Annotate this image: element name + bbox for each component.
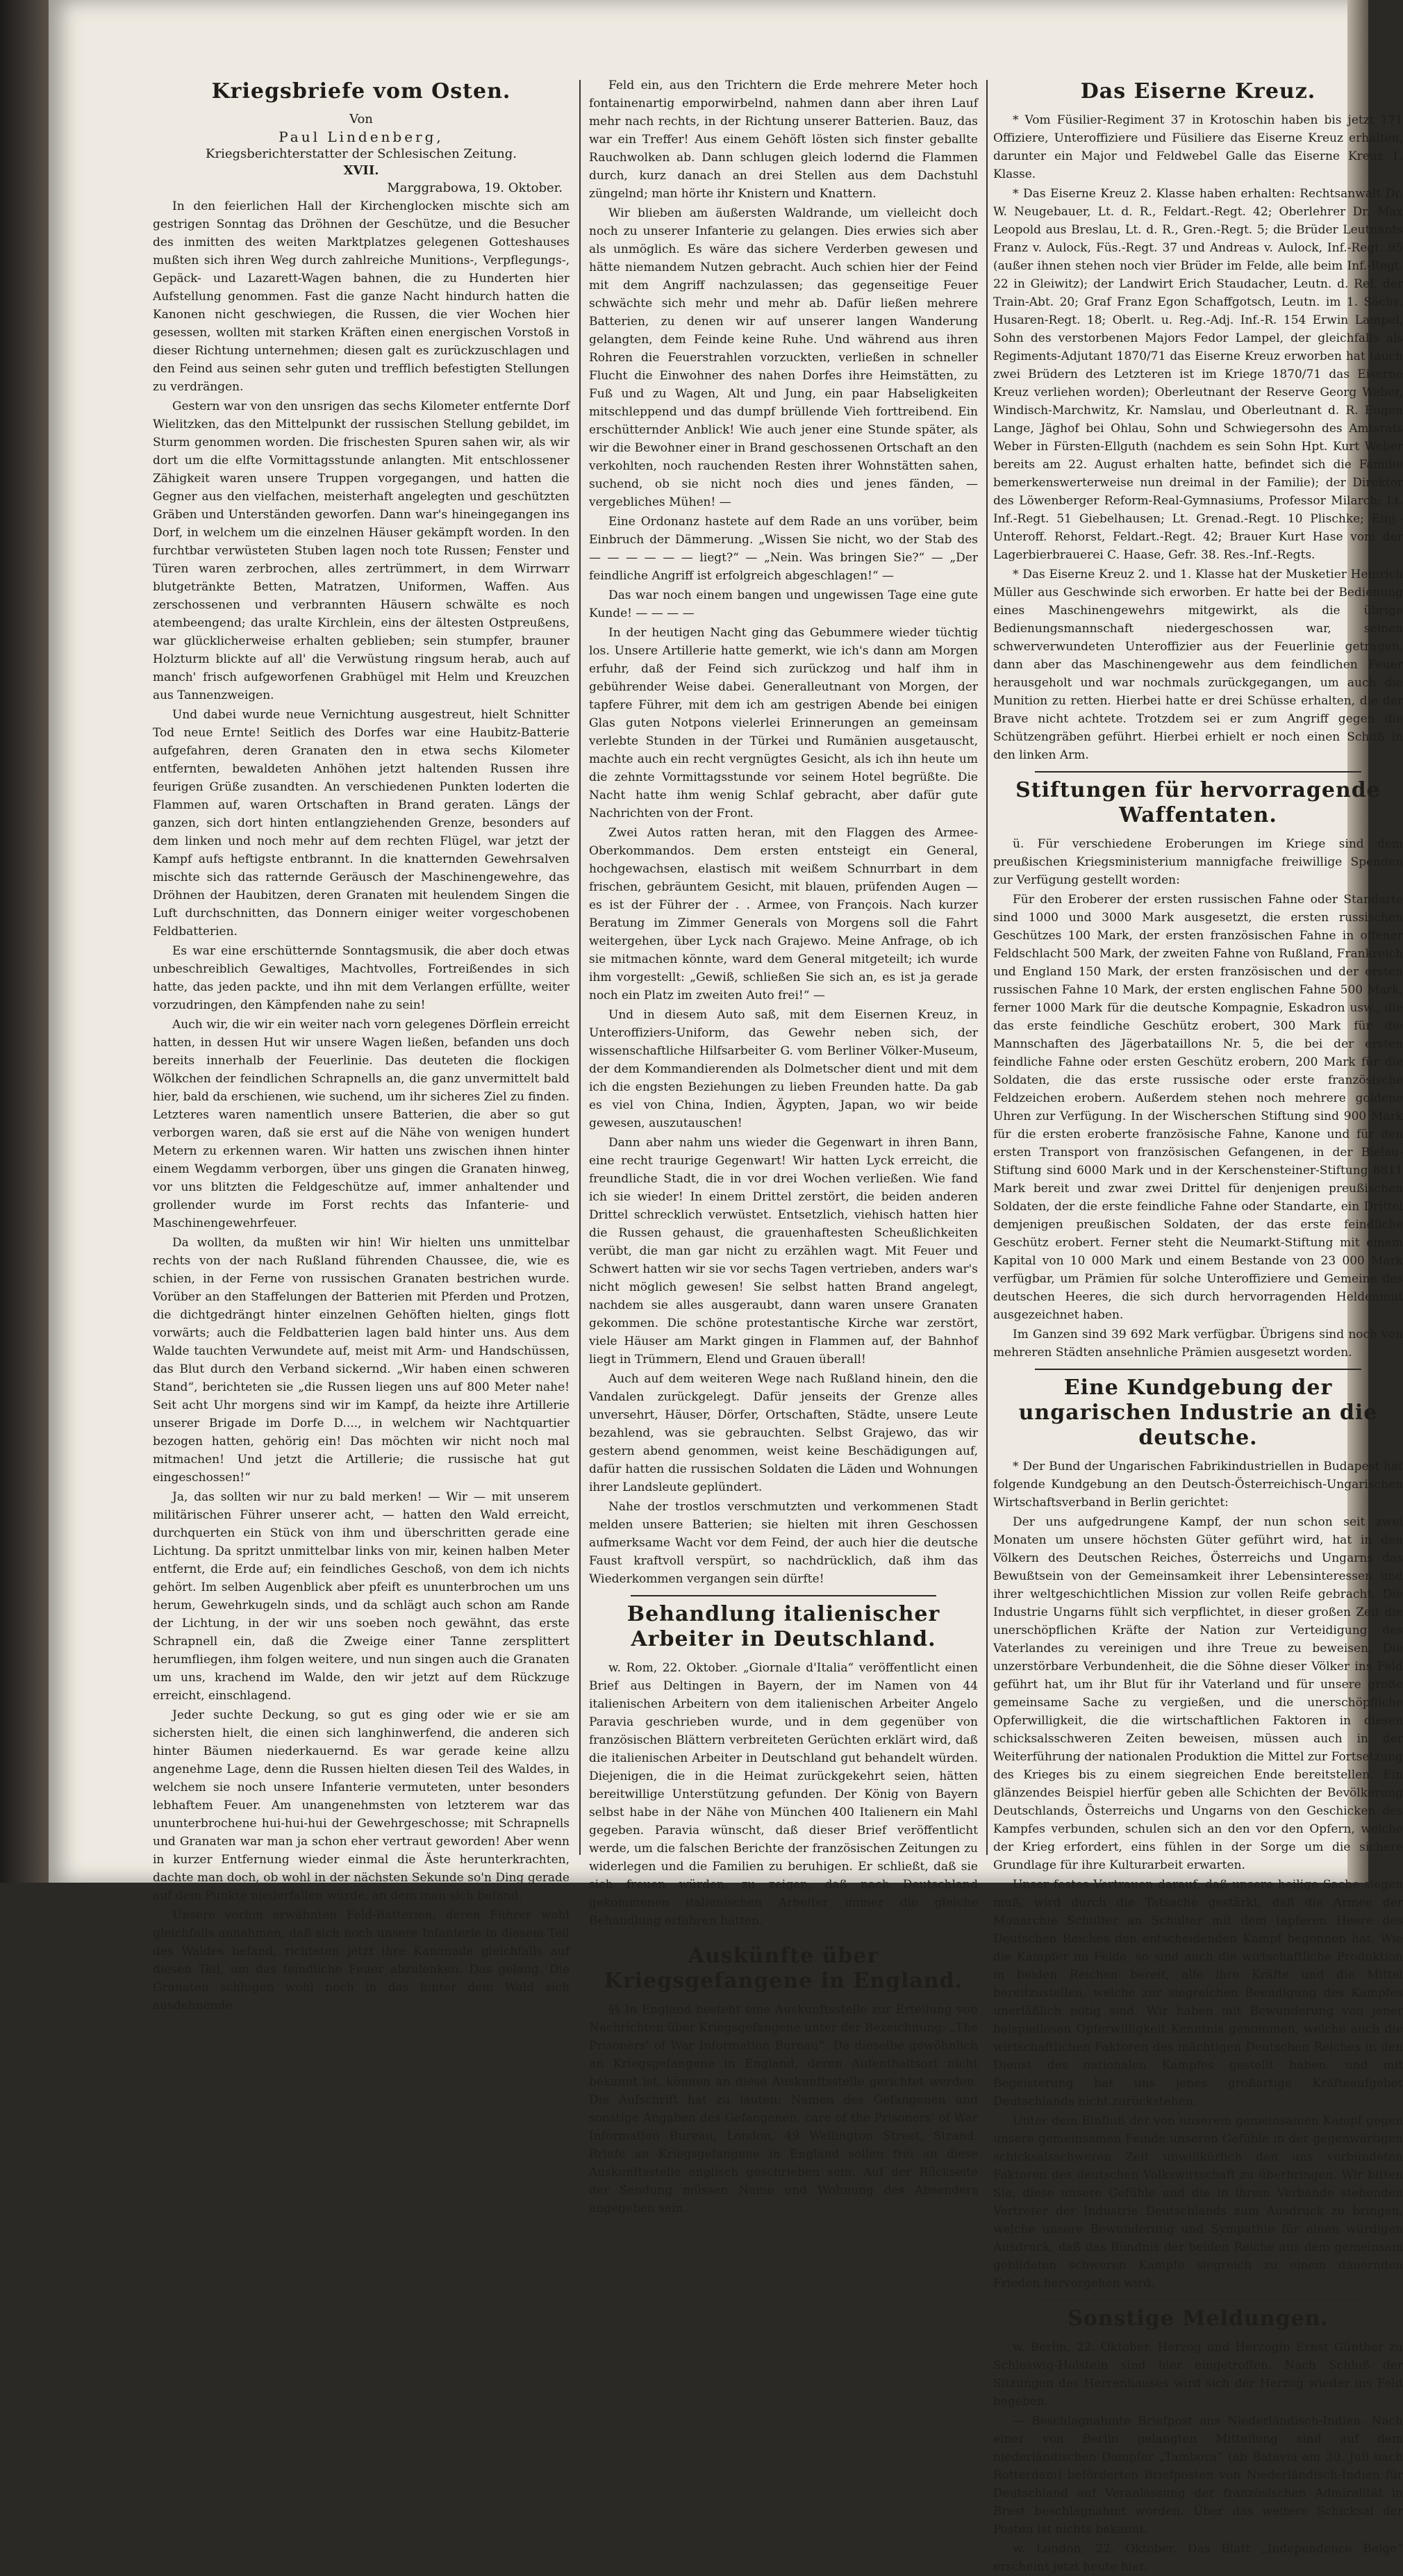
paragraph: Auch wir, die wir ein weiter nach vorn gelegenes Dörflein erreicht hatten, in dessen Hut wir unsere Wagen ließen, befanden uns doch bereits innerhalb der Feuerlinie. Das deuteten die flockigen Wölkchen der feindlichen Schrapnells an, die ganz unvermittelt bald hier, bald da erschienen, wie suchend, um ihr sicheres Ziel zu finden. Letzteres waren namentlich unsere Batterien, die aber so gut verborgen waren, daß sie erst auf die Nähe von wenigen hundert Metern zu erkennen waren. Wir hatten uns zwischen ihnen hinter einem Wegdamm verborgen, über uns gingen die Granaten hinweg, vor uns blitzten die Feldgeschütze auf, immer anhaltender und grollender wurde im Forst rechts das Infanterie- und Maschinengewehrfeuer. [153,1018,570,1230]
column-1 [153,76,570,2013]
article-body [993,1458,1403,2293]
paragraph: w. Rom, 22. Oktober. „Giornale d'Italia“ veröffentlicht einen Brief aus Deltingen in Bayern, der im Namen von 44 italienischen Arbeitern von dem italienischen Arbeiter Angelo Paravia geschrieben wurde, und in dem gegenüber von französischen Blättern verbreiteten Gerüchten erklärt wird, daß die italienischen Arbeiter in Deutschland gut behandelt würden. Diejenigen, die in die Heimat zurückgekehrt seien, hätten bereitwillige Unterstützung gefunden. Der König von Bayern selbst habe in der Nähe von München 400 Italienern ein Mahl gegeben. Paravia wünscht, daß dieser Brief veröffentlicht werde, um die falschen Berichte der französischen Zeitungen zu widerlegen und die Familien zu beruhigen. Er schließt, daß sie sich freuen würden, zu zeigen, daß nach Deutschland gekommenen italienischen Arbeiter immer die gleiche Behandlung erfahren hätten. [589,1661,978,1928]
article-body [993,111,1403,764]
paragraph: Nahe der trostlos verschmutzten und verkommenen Stadt melden unsere Batterien; sie hielten mit ihren Geschossen aufmerksame Wacht vor dem Feind, der auch hier die deutsche Faust kraftvoll verspürt, so nachdrücklich, daß ihm das Wiederkommen vergangen sein dürfte! [589,1500,978,1586]
divider [631,1595,936,1596]
paragraph: Im Ganzen sind 39 692 Mark verfügbar. Übrigens sind noch von mehreren Städten ansehnliche Prämien ausgesetzt worden. [993,1328,1403,1360]
paragraph: * Vom Füsilier-Regiment 37 in Krotoschin haben bis jetzt 171 Offiziere, Unteroffiziere und Füsiliere das Eiserne Kreuz erhalten, darunter ein Major und Feldwebel Galle das Eiserne Kreuz 1. Klasse. [993,113,1403,181]
article-headline: Behandlung italienischer Arbeiter in Deutschland. [626,1602,940,1651]
paragraph: Unter dem Einfluß der von unserem gemeinsamen Kampf gegen unsere gemeinsamen Feinde unseren Gefühle in der gegenwärtigen schicksalsschweren Zeit unwillkürlich den uns verbündeten Faktoren des deutschen Volkswirtschaft zu überbringen. Wir bitten Sie, diese unsere Gefühle und die in ihrem Verbande stehenden Vertreter der Industrie Deutschlands zum Ausdruck zu bringen, welche unsere Bewunderung und Sympathie für einen würdigen Ausdruck, daß das Bündnis der beiden Reiche aus dem gemeinsam gebildeten schweren Kampfe siegreich zu einem dauernden Frieden hervorgehen wird. [993,2114,1403,2290]
article-headline: Sonstige Meldungen. [1068,2306,1329,2331]
article-headline: Stiftungen für hervorragende Waffentaten. [1015,778,1381,827]
article-headline: Auskünfte über Kriegsgefangene in England. [604,1944,963,1993]
paragraph: Das war noch einem bangen und ungewissen Tage eine gute Kunde! — — — — [589,588,978,620]
paragraph: §§ In England besteht eine Auskunftsstelle zur Erteilung von Nachrichten über Kriegsgefangene unter der Bezeichnung: „The Prisoners' of War Information Bureau“. Da dieselbe gewöhnlich an Kriegsgefangene in England, deren Aufenthaltsort nicht bekannt ist, können an diese Auskunftsstelle gerichtet werden. Die Aufschrift hat zu lauten: Namen des Gefangenen und sonstige Angaben des Gefangenen, care of the Prisoners' of War Information Bureau, London, 49 Wellington Street, Strand. Briefe an Kriegsgefangene in England sollen frei an diese Auskunftsstelle englisch geschrieben sein. Auf der Rückseite der Sendung müssen Name und Wohnung des Absenders angegeben sein. [589,2003,978,2215]
paragraph: Für den Eroberer der ersten russischen Fahne oder Standarte sind 1000 und 3000 Mark ausgesetzt, die ersten russischen Geschützes 100 Mark, der ersten französischen Fahne in offener Feldschlacht 500 Mark, der zweiten Fahne von Rußland, Frankreich und England 150 Mark, der ersten französischen und der ersten russischen Fahne 10 Mark, der ersten englischen Fahne 500 Mark, ferner 1000 Mark für die deutsche Kompagnie, Eskadron usw., die das erste feindliche Geschütz erobert, 300 Mark für die Mannschaften des Jägerbataillons Nr. 5, die bei der ersten feindliche Fahne oder ersten Geschütz erobern, 200 Mark für die Soldaten, die das erste russische oder erste französische Feldzeichen erobern. Außerdem stehen noch mehrere goldene Uhren zur Verfügung. In der Wischerschen Stiftung sind 900 Mark für die ersten eroberte französische Fahne, Kanone und für den ersten Transport von französischen Gefangenen, in der Bielau-Stiftung sind 6000 Mark und in der Kerschensteiner-Stiftung 8811 Mark bereit und zwar zwei Drittel für denjenigen preußischen Soldaten, der die erste feindliche Fahne oder Standarte, ein Drittel demjenigen preußischen Soldaten, der das erste feindliche Geschütz erobert. Ferner steht die Neumarkt-Stiftung mit einem Kapital von 10 000 Mark und einem Bestande von 23 000 Mark verfügbar, um Prämien für solche Unteroffiziere und Gemeine des deutschen Heeres, die sich durch hervorragenden Heldenmut ausgezeichnet haben. [993,893,1403,1322]
paragraph: Wir blieben am äußersten Waldrande, um vielleicht doch noch zu unserer Infanterie zu gelangen. Dies erwies sich aber als unmöglich. Es wäre das sichere Verderben gewesen und hätte niemandem Nutzen gebracht. Auch schien hier der Feind mit dem Angriff nachzulassen; das gegenseitige Feuer schwächte sich mehr und mehr ab. Dafür ließen mehrere Batterien, zu denen wir auf unserer langen Wanderung gelangten, dem Feinde keine Ruhe. Und während aus ihren Rohren die Feuerstrahlen vorzuckten, verließen in schneller Flucht die Einwohner des nahen Dorfes ihre Heimstätten, zu Fuß und zu Wagen, Alt und Jung, ein paar Habseligkeiten mitschleppend und das dumpf brüllende Vieh forttreibend. Ein erschütternder Anblick! Wie auch jener eine Stunde später, als wir die Bewohner einer in Brand geschossenen Ortschaft an den verkohlten, noch rauchenden Resten ihrer Wohnstätten sahen, suchend, ob sie nicht noch dies und jenes fänden, — vergebliches Mühen! — [589,206,978,509]
book-binding [0,0,49,1883]
article-headline: Kriegsbriefe vom Osten. [211,79,511,104]
article-body [993,2338,1403,2576]
divider [1035,2300,1361,2301]
paragraph: — Beschlagnahmte Briefpost aus Niederländisch-Indien. Nach einer von Berlin gelangten Mitteilung sind auf dem niederländischen Dampfer „Tambora“ (ab Batavia am 30. Juli nach Rotterdam) beförderten Briefposten von Niederländisch-Indien für Deutschland auf Veranlassung der französischen Admiralität in Brest beschlagnahmt worden. Über das weitere Schicksal der Posten ist nichts bekannt. [993,2414,1403,2536]
article-headline: Das Eiserne Kreuz. [1080,79,1316,104]
part-number: XVII. [343,163,379,178]
paragraph: Und dabei wurde neue Vernichtung ausgestreut, hielt Schnitter Tod neue Ernte! Seitlich des Dorfes war eine Haubitz-Batterie aufgefahren, deren Granaten den in etwa sechs Kilometer entfernten, bewaldeten Anhöhen jetzt haltenden Russen ihre feurigen Grüße zusandten. An verschiedenen Punkten loderten die Flammen auf, waren Ortschaften in Brand geraten. Längs der ganzen, sich dort hinten entlangziehenden Grenze, besonders auf dem linken und noch mehr auf dem rechten Flügel, war jetzt der Kampf aufs heftigste entbrannt. In die knatternden Gewehrsalven mischte sich das ratternde Geräusch der Maschinengewehre, das Dröhnen der Haubitzen, deren Granaten mit heulendem Singen die Luft durchschnitten, das Donnern einiger weiter vorgeschobenen Feldbatterien. [153,708,570,939]
paragraph: ü. Für verschiedene Eroberungen im Kriege sind dem preußischen Kriegsministerium mannigfache freiwillige Spenden zur Verfügung gestellt worden: [993,837,1403,887]
paragraph: Da wollten, da mußten wir hin! Wir hielten uns unmittelbar rechts von der nach Rußland führenden Chaussee, die, wie es schien, in der Ferne von russischen Granaten bestrichen wurde. Vorüber an den Staffelungen der Batterien mit Pferden und Protzen, die dichtgedrängt hinter einzelnen Gehöften hielten, gings flott vorwärts; auch die Feldbatterien lagen bald hinter uns. Aus dem Walde tauchten Verwundete auf, meist mit Arm- und Handschüssen, das Blut durch den Verband sickernd. „Wir haben einen schweren Stand“, berichteten sie „die Russen liegen uns auf 800 Meter nahe! Seit acht Uhr morgens sind wir im Kampf, da heizte ihre Artillerie unserer Brigade im Dorfe D...., in welchem wir Nachtquartier bezogen hatten, gehörig ein! Das möchten wir nicht noch mal mitmachen! Und jetzt die Artillerie; die russische hat gut eingeschossen!“ [153,1236,570,1485]
paragraph: Unser festes Vertrauen darauf, daß unsere heilige Sache siegen muß, wird durch die Tatsache gestärkt, daß die Armee der Monarchie Schulter an Schulter mit dem tapferen Heere des Deutschen Reiches den entscheidenden Kampf begonnen hat. Wie die Kämpfer im Felde, so sind auch die wirtschaftliche Produktion in beiden Reichen bereit, alle ihre Kräfte und die Mittel bereitzustellen, welche zur siegreichen Beendigung des Kampfes unerläßlich nötig sind. Wir haben mit Bewunderung von jener beispiellosen Opferwilligkeit Kenntnis genommen, welche auch die wirtschaftlichen Faktoren des mächtigen Deutschen Reiches in den Dienst des nationalen Kampfes gestellt haben, und mit Begeisterung hat uns jenes großartige Kräfteaufgebot Deutschlands nicht zurückstehen. [993,1878,1403,2108]
paragraph: In der heutigen Nacht ging das Gebummere wieder tüchtig los. Unsere Artillerie hatte gemerkt, wie ich's dann am Morgen erfuhr, daß der Feind sich zurückzog und half ihm in gebührender Weise dabei. Generalleutnant von Morgen, der tapfere Führer, mit dem ich am gestrigen Abende bei einigen Glas guten Notpons vielerlei Erinnerungen an gemeinsam verlebte Stunden in der Türkei und Rumänien ausgetauscht, machte auch ein recht vergnügtes Gesicht, als ich ihn heute um die zehnte Vormittagsstunde vor seinem Hotel begrüßte. Die Nacht hatte ihm wenig Schlaf gebracht, aber dafür gute Nachrichten von der Front. [589,626,978,820]
article-body [589,1659,978,1930]
divider [631,1937,936,1938]
paragraph: Dann aber nahm uns wieder die Gegenwart in ihren Bann, eine recht traurige Gegenwart! Wir hatten Lyck erreicht, die freundliche Stadt, die in vor drei Wochen verließen. Wie fand ich sie wieder! In einem Drittel zerstört, die beiden anderen Drittel schrecklich verwüstet. Entsetzlich, viehisch hatten hier die Russen gehaust, die grauenhaftesten Scheußlichkeiten verübt, die man gar nicht zu erzählen wagt. Mit Feuer und Schwert hatten wir sie vor sechs Tagen vertrieben, anders war's nicht möglich gewesen! Sie selbst hatten Brand angelegt, nachdem sie alles ausgeraubt, dann waren unsere Granaten gekommen. Die schöne protestantische Kirche war zerstört, viele Häuser am Markt gingen in Flammen auf, der Bahnhof liegt in Trümmern, Elend und Grauen überall! [589,1136,978,1367]
paragraph: w. Berlin, 22. Oktober. Herzog und Herzogin Ernst Günther zu Schleswig-Holstein sind hier eingetroffen. Nach Schluß der Sitzungen des Herrenhauses wird sich der Herzog wieder ins Feld begeben. [993,2340,1403,2409]
divider [1035,1369,1361,1370]
column-rule [579,80,581,1855]
paragraph: Und in diesem Auto saß, mit dem Eisernen Kreuz, in Unteroffiziers-Uniform, das Gewehr neben sich, der wissenschaftliche Hilfsarbeiter G. vom Berliner Völker-Museum, der dem Kommandierenden als Dolmetscher dient und mit dem ich die engsten Beziehungen zu lieben Freunden hatte. Da gab es viel von China, Indien, Ägypten, Japan, wo wir beide gewesen, auszutauschen! [589,1008,978,1130]
paragraph: Gestern war von den unsrigen das sechs Kilometer entfernte Dorf Wielitzken, das den Mittelpunkt der russischen Stellung gebildet, im Sturm genommen worden. Die frischesten Spuren sahen wir, als wir dort um die elfte Vormittagsstunde anlangten. Mit entschlossener Zähigkeit waren unsere Truppen vorgegangen, und hatten die Gegner aus den vielfachen, meisterhaft angelegten und geschützten Gräben und Unterständen geworfen. Dann war's hineingegangen ins Dorf, in welchem um die einzelnen Häuser gekämpft worden. In den furchtbar verwüsteten Stuben lagen noch tote Russen; Fenster und Türen waren zerbrochen, alles zertrümmert, in dem Wirrwarr blutgetränkte Betten, Matratzen, Uniformen, Waffen. Aus zerschossenen und verbrannten Häusern schwälte es noch atembeengend; das uralte Kirchlein, eins der ältesten Ostpreußens, war glücklicherweise erhalten geblieben; sein stumpfer, brauner Holzturm blickte auf all' die Verwüstung ringsum herab, auch auf manch' frisch aufgeworfenen Grabhügel mit Helm und Kreuzchen aus Tannenzweigen. [153,399,570,702]
author-name: Paul Lindenberg, [279,129,444,145]
divider [1035,771,1361,773]
paragraph: Es war eine erschütternde Sonntagsmusik, die aber doch etwas unbeschreiblich Gewaltiges, Machtvolles, Fortreißendes in sich hatte, das jeden packte, und ihn mit dem Verlangen erfüllte, weiter vorzudringen, den Kämpfenden nahe zu sein! [153,944,570,1012]
paragraph: w. London, 22. Oktober. Das Blatt „Independence Belge“ erscheint jetzt heute hier. [993,2542,1403,2574]
article-body [993,835,1403,1362]
paragraph: In den feierlichen Hall der Kirchenglocken mischte sich am gestrigen Sonntag das Dröhnen der Geschütze, und die Besucher des inmitten des weiten Marktplatzes gelegenen Gotteshauses mußten sich ihren Weg durch zahlreiche Munitions-, Verpflegungs-, Gepäck- und Lazarett-Wagen bahnen, die zu Hunderten hier Aufstellung genommen. Fast die ganze Nacht hindurch hatten die Kanonen nicht geschwiegen, die Russen, die vier Wochen hier gesessen, wollten mit starken Kräften einen energischen Vorstoß in dieser Richtung unternehmen; diesen galt es zurückzuschlagen und den Feind aus seinen sehr guten und trefflich befestigten Stellungen zu verdrängen. [153,199,570,394]
paragraph: Unsere vorhin erwähnten Feld-Batterien, deren Führer wohl gleichfalls annahmen, daß sich noch unsere Infanterie in diesem Teil des Waldes befand, richteten jetzt ihre Kanonade gleichfalls auf diesen Teil, um das feindliche Feuer abzulenken. Das gelang. Die Granaten schlugen wohl noch in das hinter dem Wald sich ausdehnende [153,1908,570,2013]
paragraph: Feld ein, aus den Trichtern die Erde mehrere Meter hoch fontainenartig emporwirbelnd, nahmen dann aber ihren Lauf mehr nach rechts, in der Richtung unserer Batterien. Bauz, das war ein Treffer! Aus einem Gehöft lösten sich finster geballte Rauchwolken ab. Dann schlugen gleich lodernd die Flammen durch, kurz danach an drei Stellen aus dem Dachstuhl züngelnd; man hörte ihr Knistern und Knattern. [589,79,978,201]
byline-von: Von [349,112,373,126]
author-title: Kriegsberichterstatter der Schlesischen Zeitung. [206,147,517,161]
column-3 [993,76,1403,2574]
article-body [589,2001,978,2218]
paragraph: Eine Ordonanz hastete auf dem Rade an uns vorüber, beim Einbruch der Dämmerung. „Wissen Sie nicht, wo der Stab des — — — — — — liegt?“ — „Nein. Was bringen Sie?“ — „Der feindliche Angriff ist erfolgreich abgeschlagen!“ — [589,515,978,583]
paragraph: Zwei Autos ratten heran, mit den Flaggen des Armee-Oberkommandos. Dem ersten entsteigt ein General, hochgewachsen, elastisch mit weißem Schnurrbart in dem frischen, gebräuntem Gesicht, mit blauen, prüfenden Augen — es ist der Führer der . . Armee, von François. Nach kurzer Beratung im Zimmer Generals von Morgens soll die Fahrt weitergehen, über Lyck nach Grajewo. Meine Anfrage, ob ich sie mitmachen könnte, ward dem General mitgeteilt; ich wurde ihm vorgestellt: „Gewiß, schließen Sie sich an, es ist ja gerade noch ein Platz im zweiten Auto frei!“ — [589,826,978,1002]
paragraph: Ja, das sollten wir nur zu bald merken! — Wir — mit unserem militärischen Führer unserer acht, — hatten den Wald erreicht, durchquerten ein Stück von ihm und überschritten gerade eine Lichtung. Da spritzt unmittelbar links von mir, keinen halben Meter entfernt, die Erde auf; ein feindliches Geschoß, von dem ich nichts gehört. Im selben Augenblick aber pfeift es ununterbrochen um uns herum, Gewehrkugeln sinds, und da schlägt auch schon am Rande der Lichtung, in der wir uns soeben noch gewähnt, das erste Schrapnell ein, daß die Zweige einer Tanne zersplittert herumfliegen, ihm folgen weitere, und nun singen auch die Granaten um uns, krachend im Walde, den wir jetzt auf dem Rückzuge erreicht, einschlagend. [153,1490,570,1703]
paragraph: Der uns aufgedrungene Kampf, der nun schon seit zwei Monaten um unsere höchsten Güter geführt wird, hat in den Völkern des Deutschen Reiches, Österreichs und Ungarns das Bewußtsein von der Gemeinsamkeit ihrer Lebensinteressen und ihrer weltgeschichtlichen Mission zur vollen Reife gebracht. Die Industrie Ungarns fühlt sich verpflichtet, in dieser großen Zeit die unerschöpflichen Kräfte der Nation zur Verteidigung des Vaterlandes zu vereinigen und ihre Treue zu beweisen. Die unzerstörbare Verbundenheit, die die Söhne dieser Völker ins Feld geführt hat, um ihr Blut für ihr Vaterland und für unsere große gemeinsame Sache zu vergießen, und die unerschöpfliche Opferwilligkeit, die die wirtschaftlichen Faktoren in diesen schicksalsschweren Zeiten beweisen, müssen auch in der Weiterführung der nationalen Produktion die Mittel zur Fortsetzung des Krieges bis zu einem siegreichen Ende bereitstellen. Ein glänzendes Beispiel hierfür geben alle Schichten der Bevölkerung Deutschlands, Österreichs und Ungarns von den Geschicken des Kampfes verbunden, schulen sich an den vor den Opfern, welche der Krieg erfordert, eins fühlen in der Sorge um die sichere Grundlage für ihre Kulturarbeit erwarten. [993,1515,1403,1872]
column-rule [986,80,988,1855]
column-2 [589,76,978,2215]
article-body [589,76,978,1588]
article-body [153,197,570,2015]
paragraph: Auch auf dem weiteren Wege nach Rußland hinein, den die Vandalen zurückgelegt. Dafür jenseits der Grenze alles unversehrt, Häuser, Dörfer, Ortschaften, Städte, unsere Leute bezahlend, was sie gebrauchten. Selbst Grajewo, das wir gestern abend genommen, weist keine Beschädigungen auf, dafür hatten die russischen Soldaten die Läden und Wohnungen ihrer Landsleute geplündert. [589,1372,978,1494]
paragraph: * Das Eiserne Kreuz 2. Klasse haben erhalten: Rechtsanwalt Dr. W. Neugebauer, Lt. d. R., Feldart.-Regt. 42; Oberlehrer Dr. Max Leopold aus Breslau, Lt. d. R., Gren.-Regt. 5; die Brüder Leutnants Franz v. Aulock, Füs.-Regt. 37 und Andreas v. Aulock, Inf.-Regt. 95 (außer ihnen stehen noch vier Brüder im Felde, alle beim Inf.-Regt. 22 in Gleiwitz); der Landwirt Erich Staudacher, Leutn. d. Ref. der Train-Abt. 20; Graf Franz Egon Schaffgotsch, Leutn. im 1. Sächs. Husaren-Regt. 18; Oberlt. u. Reg.-Adj. Inf.-R. 154 Erwin Lampel, Sohn des verstorbenen Majors Fedor Lampel, der gleichfalls als Regiments-Adjutant 1870/71 das Eiserne Kreuz erworben hat (auch zwei Brüdern des Letzteren ist im Kriege 1870/71 das Eiserne Kreuz verliehen worden); Oberleutnant der Reserve Georg Weber, Windisch-Marchwitz, Kr. Namslau, und Oberleutnant d. R. Eugen Lange, Jäghof bei Ohlau, Sohn und Schwiegersohn des Amtsrats Weber in Fürsten-Ellguth (nachdem es sein Sohn Hpt. Kurt Weber bereits am 22. August erhalten hatte, befindet sich die Familie bemerkenswerterweise nun dreimal in der Familie); der Direktor des Löwenberger Reform-Real-Gymnasiums, Professor Milarch; Lt. Inf.-Regt. 51 Giebelhausen; Lt. Grenad.-Regt. 10 Plischke; Einj.-Unteroff. Rehorst, Feldart.-Regt. 42; Brauer Kurt Hase vom der Lagerbierbrauerei C. Haase, Gefr. 38. Res.-Inf.-Regts. [993,187,1403,562]
newspaper-page [49,0,1403,2574]
paragraph: * Der Bund der Ungarischen Fabrikindustriellen in Budapest hat folgende Kundgebung an den Deutsch-Österreichisch-Ungarischen Wirtschaftsverband in Berlin gerichtet: [993,1460,1403,1510]
dateline: Marggrabowa, 19. Oktober. [387,181,563,195]
paragraph: Jeder suchte Deckung, so gut es ging oder wie er sie am sichersten hielt, die einen sich langhinwerfend, die anderen sich hinter Bäumen niederkauernd. Es war gerade keine allzu angenehme Lage, denn die Russen hielten diesen Teil des Waldes, in welchem sie noch unsere Infanterie vermuteten, unter besonders lebhaftem Feuer. Am unangenehmsten von letzterem war das ununterbrochene hui-hui-hui der Gewehrgeschosse; mit Schrapnells und Granaten war man ja schon eher vertraut geworden! Aber wenn in kurzer Entfernung wieder einmal die Äste herunterkrachten, dachte man doch, ob wohl in der nächsten Sekunde so'n Ding gerade auf dem Punkte niederfallen würde, an dem man sich befand. [153,1708,570,1903]
paragraph: * Das Eiserne Kreuz 2. und 1. Klasse hat der Musketier Heinrich Müller aus Geschwinde sich erworben. Er hatte bei der Bedienung eines Maschinengewehrs mitgewirkt, als die übrige Bedienungsmannschaft niedergeschossen war, seinen schwerverwundeten Unteroffizier aus der Feuerlinie getragen, dann aber das Maschinengewehr aus dem feindlichen Feuer herausgeholt und war nochmals zurückgegangen, um auch die Munition zu retten. Hierbei hatte er drei Schüsse erhalten, die der Brave nicht achtete. Trotzdem sei er zum Angriff gegen die Schützengräben geführt. Hierbei erhielt er noch einen Schuß in den linken Arm. [993,568,1403,762]
article-headline: Eine Kundgebung der ungarischen Industrie an die deutsche. [1018,1376,1378,1450]
